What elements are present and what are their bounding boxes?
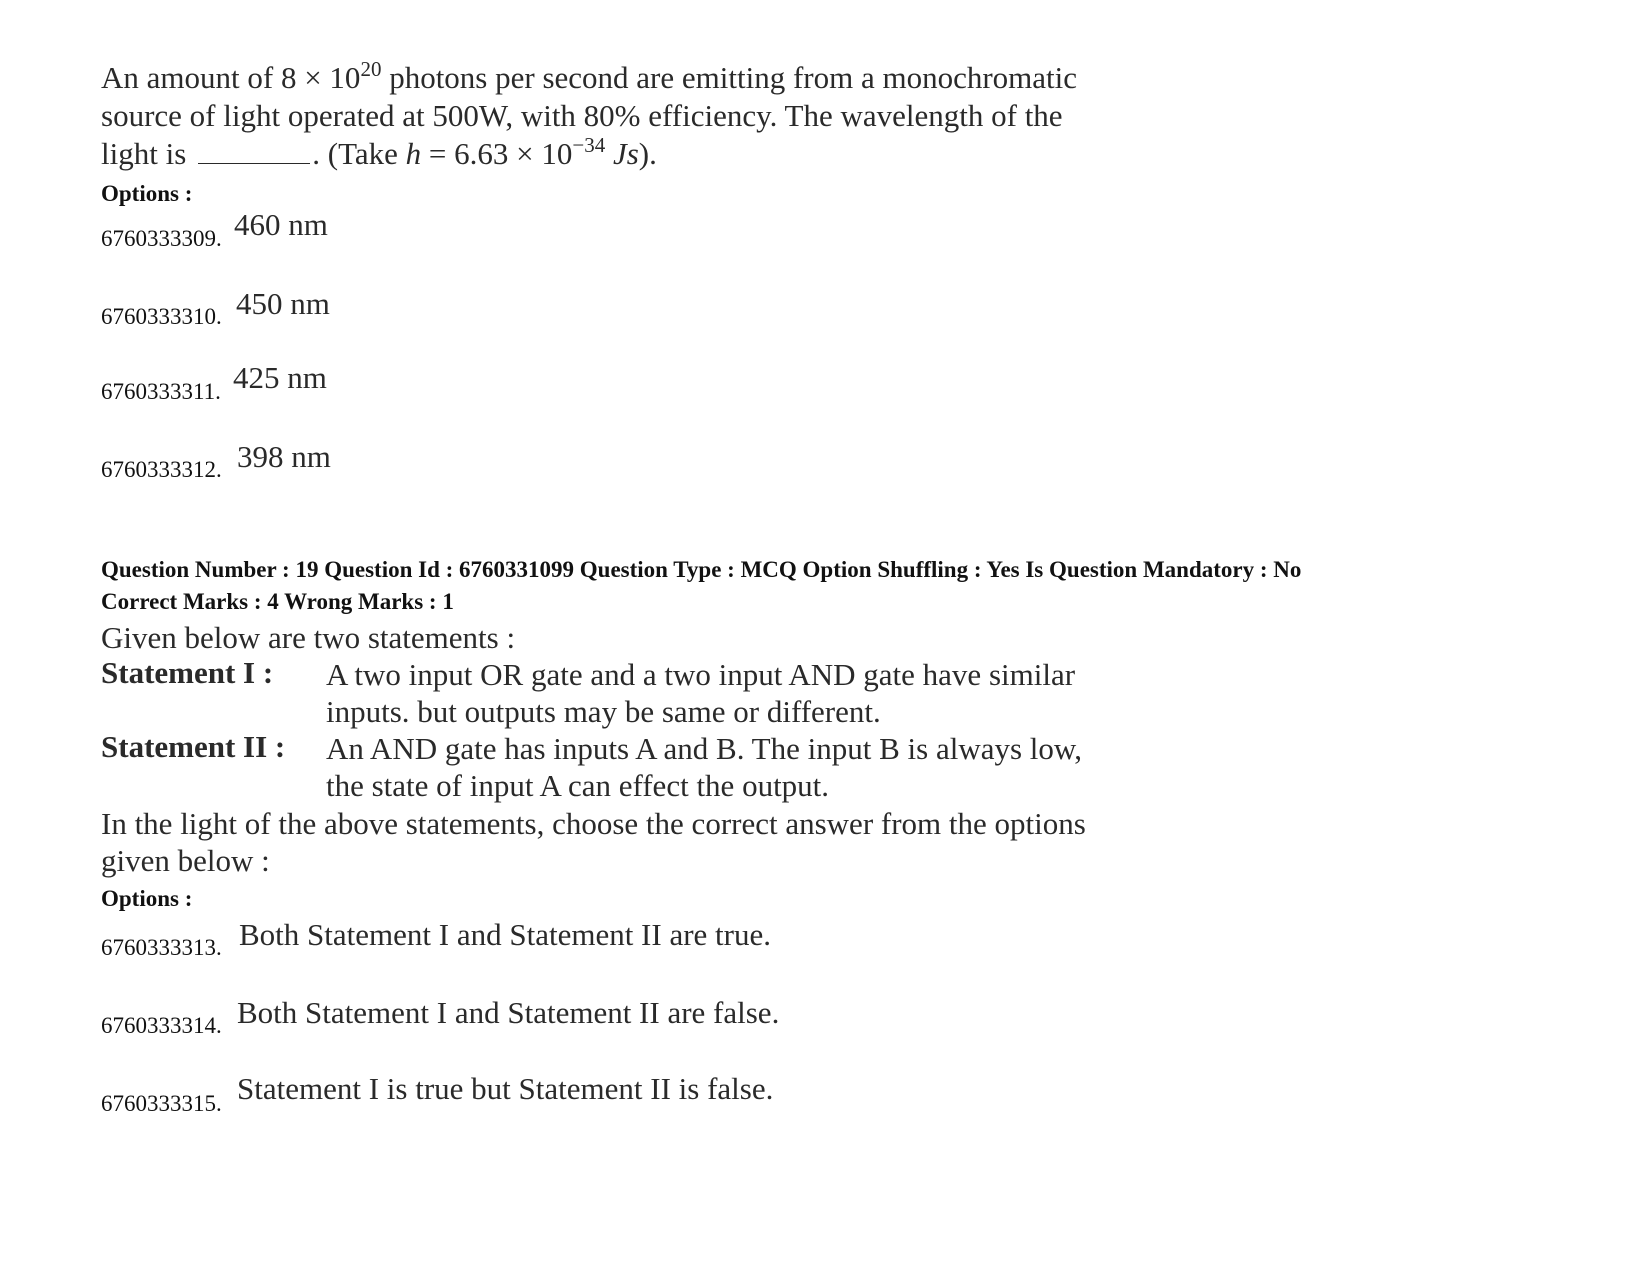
q18-option-1-id: 6760333309. <box>101 226 222 251</box>
q18-option-2-id: 6760333310. <box>101 304 222 329</box>
q19-statement-2-line-1: An AND gate has inputs A and B. The input B is always low, <box>326 731 1083 766</box>
q18-stem-line-2: source of light operated at 500W, with 80% efficiency. The wavelength of the <box>101 98 1063 133</box>
q19-option-1-text: Both Statement I and Statement II are true. <box>239 917 771 952</box>
q18-option-3-text: 425 nm <box>233 360 327 395</box>
q18-option-4-id: 6760333312. <box>101 457 222 482</box>
q19-option-2-id: 6760333314. <box>101 1013 222 1038</box>
q19-statement-2-line-2: the state of input A can effect the output. <box>326 768 830 803</box>
q19-closing-line-1: In the light of the above statements, choose the correct answer from the options <box>101 806 1086 841</box>
q18-option-4-text: 398 nm <box>237 439 331 474</box>
q18-option-3-id: 6760333311. <box>101 379 221 404</box>
q19-meta-line-1: Question Number : 19 Question Id : 6760331099 Question Type : MCQ Option Shuffling : Yes Is Question Mandatory : No <box>101 557 1302 582</box>
q19-option-3-text: Statement I is true but Statement II is false. <box>237 1071 774 1106</box>
q18-option-1-text: 460 nm <box>234 207 328 242</box>
q18-option-2-text: 450 nm <box>236 286 330 321</box>
q18-stem-h: h <box>405 136 422 171</box>
q18-stem-line-3 <box>101 134 657 173</box>
q19-option-3-id: 6760333315. <box>101 1091 222 1116</box>
q18-stem-line3-c: = 6.63 × 10 <box>421 136 573 171</box>
q19-options-label: Options : <box>101 886 193 911</box>
q19-intro: Given below are two statements : <box>101 620 516 655</box>
q18-stem-exponent-2: −34 <box>572 133 606 157</box>
q18-stem-line3-a: light is <box>101 136 187 171</box>
answer-blank <box>198 139 310 164</box>
q18-stem-part1: An amount of 8 × 10 <box>101 60 361 95</box>
q18-stem-js: Js <box>612 136 639 171</box>
q18-options-label: Options : <box>101 181 193 206</box>
q19-statement-1-label: Statement I : <box>101 655 274 690</box>
q19-closing-line-2: given below : <box>101 843 270 878</box>
q19-option-1-id: 6760333313. <box>101 935 222 960</box>
q18-stem-part2: photons per second are emitting from a monochromatic <box>381 60 1078 95</box>
q19-statement-1-line-1: A two input OR gate and a two input AND gate have similar <box>326 657 1076 692</box>
q19-statement-1-line-2: inputs. but outputs may be same or different. <box>326 694 881 729</box>
q18-stem-line3-b: . (Take <box>312 136 406 171</box>
q19-meta-line-2: Correct Marks : 4 Wrong Marks : 1 <box>101 589 454 614</box>
q19-statement-2-label: Statement II : <box>101 729 286 764</box>
q18-stem-line3-d: ). <box>638 136 657 171</box>
q18-stem-line-1 <box>101 58 1077 97</box>
q19-option-2-text: Both Statement I and Statement II are false. <box>237 995 780 1030</box>
q18-stem-exponent-1: 20 <box>360 57 382 81</box>
